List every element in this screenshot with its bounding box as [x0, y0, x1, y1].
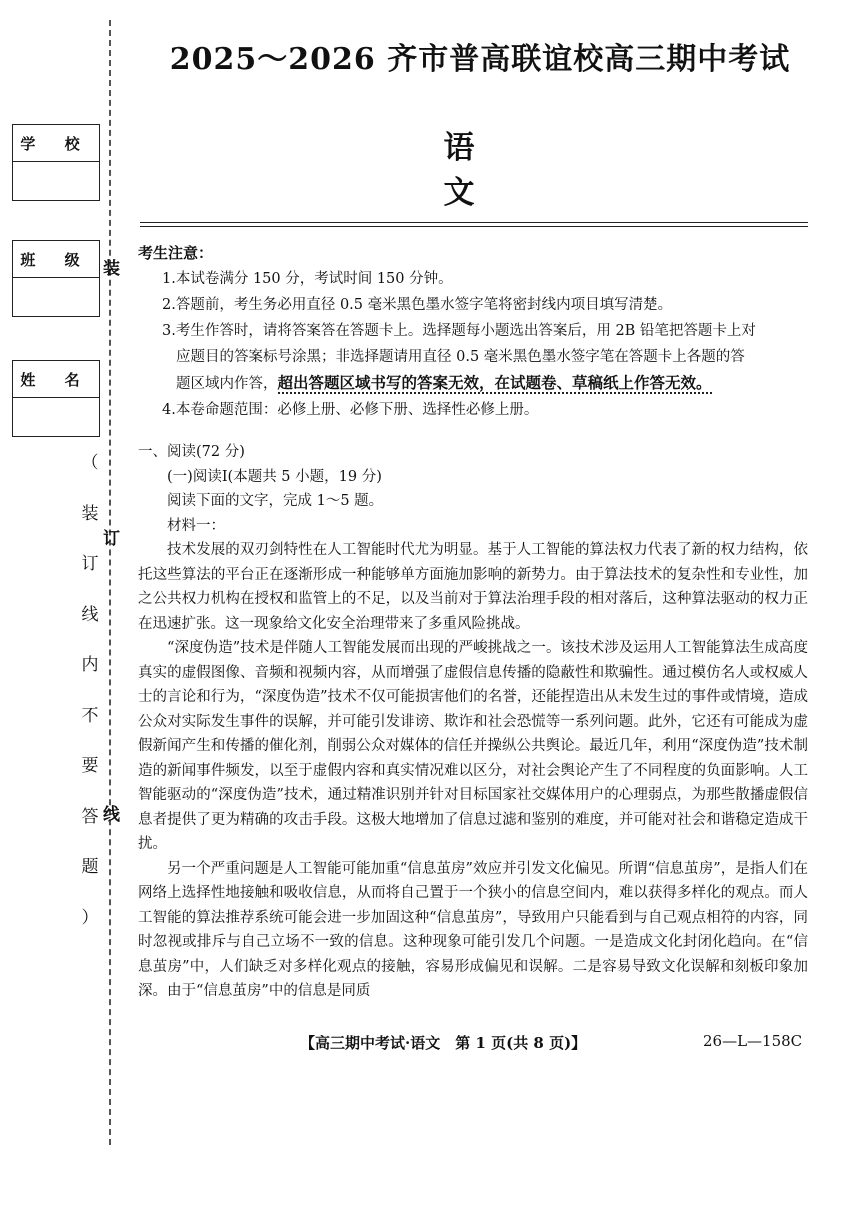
instruction: 阅读下面的文字，完成 1～5 题。 [167, 493, 384, 509]
binding-mark-ding: 订 [103, 529, 120, 549]
class-label: 班 级 [13, 241, 99, 278]
exam-notice [138, 240, 818, 423]
exam-title: 2025～2026 齐市普高联谊校高三期中考试 [169, 42, 791, 77]
notice-emphasis: 超出答题区域书写的答案无效，在试题卷、草稿纸上作答无效。 [277, 374, 712, 392]
class-blank [13, 278, 99, 316]
subsection-heading: (一)阅读Ⅰ(本题共 5 小题，19 分) [167, 468, 382, 485]
paragraph: “深度伪造”技术是伴随人工智能发展而出现的严峻挑战之一。该技术涉及运用人工智能算法生成高度真实的虚假图像、音频和视频内容，从而增强了虚假信息传播的隐蔽性和欺骗性。通过模仿名人或权威人士的言论和行为，“深度伪造”技术不仅可能损害他们的名誉，还能捏造出从未发生过的事件或情境，造成公众对实际发生事件的误解，并可能引发诽谤、欺诈和社会恐慌等一系列问题。此外，它还有可能成为虚假新闻产生和传播的催化剂，削弱公众对媒体的信任并操纵公共舆论。最近几年，利用“深度伪造”技术制造的新闻事件频发，以至于虚假内容和真实情况难以区分，对社会舆论产生了不同程度的负面影响。人工智能驱动的“深度伪造”技术，通过精准识别并针对目标国家社交媒体用户的心理弱点，为那些散播虚假信息者提供了更为精确的攻击手段。这极大地增加了信息过滤和鉴别的难度，并可能对社会和谐稳定造成干扰。 [138, 640, 808, 852]
class-field [12, 240, 100, 317]
paragraph: 技术发展的双刃剑特性在人工智能时代尤为明显。基于人工智能的算法权力代表了新的权力结构，依托这些算法的平台正在逐渐形成一种能够单方面施加影响的新势力。由于算法技术的复杂性和专业性，加之公共权力机构在授权和监管上的不足，以及当前对于算法治理手段的相对落后，这种算法驱动的权力正在迅速扩张。这一现象给文化安全治理带来了多重风险挑战。 [138, 542, 808, 632]
material-label: 材料一： [167, 517, 225, 534]
do-not-answer-note: （ 装 订 线 内 不 要 答 题 ） [81, 453, 99, 928]
notice-item-3c: 题区域内作答，超出答题区域书写的答案无效，在试题卷、草稿纸上作答无效。 [176, 374, 712, 392]
header-rule-inner [140, 226, 808, 227]
paper-code: 26—L—158C [703, 1032, 803, 1050]
notice-item-3b: 应题目的答案标号涂黑；非选择题请用直径 0.5 毫米黑色墨水签字笔在答题卡上各题的答 [176, 349, 745, 365]
binding-mark-zhuang: 装 [103, 259, 120, 279]
name-blank [13, 398, 99, 436]
school-field [12, 124, 100, 201]
name-label: 姓 名 [13, 361, 99, 398]
notice-heading: 考生注意： [138, 244, 214, 262]
section-heading: 一、阅读(72 分) [138, 444, 245, 460]
reading-section [138, 440, 808, 1004]
paragraph: 另一个严重问题是人工智能可能加重“信息茧房”效应并引发文化偏见。所谓“信息茧房”，是指人们在网络上选择性地接触和吸收信息，从而将自己置于一个狭小的信息空间内，难以获得多样化的观点。而人工智能的算法推荐系统可能会进一步加固这种“信息茧房”，导致用户只能看到与自己观点相符的内容，同时忽视或排斥与自己立场不一致的信息。这种现象可能引发几个问题。一是造成文化封闭化趋向。在“信息茧房”中，人们缺乏对多样化观点的接触，容易形成偏见和误解。二是容易导致文化误解和刻板印象加深。由于“信息茧房”中的信息是同质 [138, 860, 808, 999]
notice-item-3a: 3.考生作答时，请将答案答在答题卡上。选择题每小题选出答案后，用 2B 铅笔把答题卡上对 [162, 323, 756, 339]
header-rule [140, 222, 808, 223]
notice-item-1: 1.本试卷满分 150 分，考试时间 150 分钟。 [162, 271, 453, 287]
subject-title: 语 文 [443, 130, 590, 211]
binding-mark-xian: 线 [103, 805, 120, 825]
notice-item-2: 2.答题前，考生务必用直径 0.5 毫米黑色墨水签字笔将密封线内项目填写清楚。 [162, 297, 673, 313]
notice-item-4: 4.本卷命题范围：必修上册、必修下册、选择性必修上册。 [162, 402, 539, 418]
school-label: 学 校 [13, 125, 99, 162]
binding-dashed-line [109, 20, 111, 1145]
name-field [12, 360, 100, 437]
page-footer: 【高三期中考试·语文 第 1 页(共 8 页)】 [300, 1034, 587, 1052]
school-blank [13, 162, 99, 200]
